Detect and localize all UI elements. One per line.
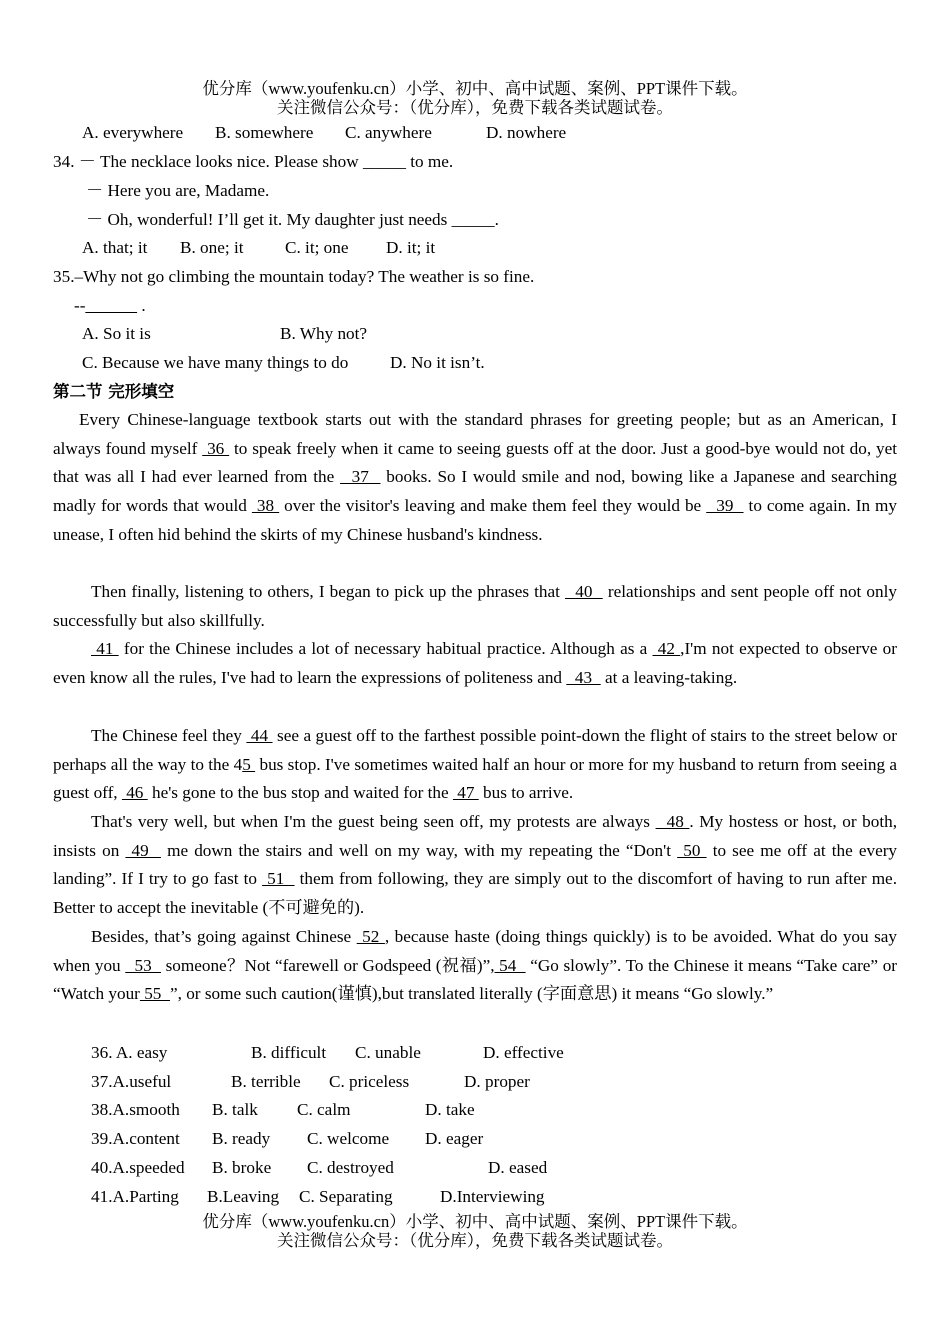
page-footer: [0, 1212, 950, 1250]
blank-52: 52: [356, 927, 385, 946]
option-36-c: C. unable: [355, 1043, 421, 1062]
p6-text: , because haste (doing things quickly) is to be avoided. What do you say when you: [53, 927, 898, 975]
q35-end: .: [137, 296, 146, 315]
option-40-c: C. destroyed: [307, 1158, 394, 1177]
blank-54: 54: [494, 955, 526, 975]
q35-option-c: C. Because we have many things to do: [82, 353, 349, 372]
option-41-a: 41.A.Parting: [91, 1187, 179, 1206]
blank-53: 53: [125, 955, 161, 975]
blank-39: 39: [706, 496, 744, 516]
p4-text: bus to arrive.: [478, 783, 574, 803]
p3-text: for the Chinese includes a lot of necessary habitual practice. Although as a: [118, 639, 653, 658]
p6-text: “Go slowly”. To the Chinese it means “Take care” or “Watch your: [53, 955, 898, 1004]
option-41-d: D.Interviewing: [440, 1187, 545, 1206]
blank-47: 47: [452, 783, 479, 803]
option-39-b: B. ready: [212, 1129, 271, 1148]
p1-text: over the visitor's leaving and make them feel they would be: [279, 496, 707, 516]
passage-paragraph-6: [53, 923, 897, 1009]
p1-text: to come again. In my unease, I often hid behind the skirts of my Chinese husband's kindness.: [53, 496, 898, 544]
option-38-a: 38.A.smooth: [91, 1100, 180, 1119]
option-36-b: B. difficult: [251, 1043, 327, 1062]
blank-41: 41: [91, 639, 119, 658]
blank-44: 44: [246, 726, 273, 745]
option-37-a: 37.A.useful: [91, 1072, 172, 1091]
p2-text: relationships and sent people off not only successfully but also skillfully.: [53, 582, 897, 630]
q33-option-c: C. anywhere: [345, 123, 432, 142]
q34-option-b: B. one; it: [180, 238, 244, 257]
blank-40: 40: [565, 582, 603, 601]
blank-43: 43: [566, 667, 601, 687]
passage-paragraph-2: [53, 578, 897, 635]
option-40-b: B. broke: [212, 1158, 272, 1177]
p2-text: Then finally, listening to others, I began to pick up the phrases that: [91, 582, 566, 601]
option-38-b: B. talk: [212, 1100, 258, 1119]
p4-text: The Chinese feel they: [91, 726, 247, 745]
q34-option-c: C. it; one: [285, 238, 349, 257]
q35-stem: 35.–Why not go climbing the mountain today? The weather is so fine.: [53, 267, 535, 286]
passage-paragraph-1: [53, 406, 897, 550]
passage-paragraph-5: [53, 808, 897, 923]
blank-42: 42: [652, 639, 681, 658]
q33-option-b: B. somewhere: [215, 123, 314, 142]
p4-text: see a guest off to the farthest possible point-down the flight of stairs to the street below or perhaps all the way to the 4: [53, 726, 897, 774]
q34-option-a: A. that; it: [82, 238, 148, 257]
q34-line-3: [86, 208, 499, 232]
p1-text: books. So I would smile and nod, bowing like a Japanese and searching madly for words that would: [53, 467, 898, 516]
p3-text: at a leaving-taking.: [600, 667, 738, 687]
blank-36: 36: [202, 438, 230, 458]
section-title: 第二节 完形填空: [53, 382, 175, 401]
q34-line-3-end: .: [494, 210, 499, 229]
blank-37: 37: [340, 467, 381, 487]
footer-line-2: 关注微信公众号：（优分库），免费下载各类试题试卷。: [277, 1231, 673, 1250]
p4-text: he's gone to the bus stop and waited for the: [147, 783, 453, 803]
blank-49: 49: [125, 840, 161, 860]
p5-text: . My hostess or host, or both, insists on: [53, 812, 898, 860]
option-39-a: 39.A.content: [91, 1129, 180, 1148]
q34-stem-end: to me.: [405, 152, 454, 171]
option-37-b: B. terrible: [231, 1072, 301, 1091]
header-line-1: 优分库（www.youfenku.cn）小学、初中、高中试题、案例、PPT课件下载。: [202, 79, 748, 98]
q34-line-3-text: － Oh, wonderful! I’ll get it. My daughter just needs: [86, 210, 452, 229]
blank-48: 48: [655, 812, 690, 831]
page-header: [0, 79, 950, 117]
q34-stem: [53, 150, 453, 174]
blank-45: 5: [242, 754, 256, 774]
p4-text: bus stop. I've sometimes waited half an hour or more for my husband to return from seeing a guest off,: [53, 754, 897, 803]
option-37-d: D. proper: [464, 1072, 530, 1091]
option-40-a: 40.A.speeded: [91, 1158, 185, 1177]
option-39-d: D. eager: [425, 1129, 484, 1148]
q35-option-b: B. Why not?: [280, 324, 368, 343]
blank-55: 55: [139, 984, 170, 1004]
option-38-d: D. take: [425, 1100, 475, 1119]
p3-text: ,I'm not expected to observe or even know all the rules, I've had to learn the expressions of politeness and: [53, 639, 897, 687]
blank-51: 51: [262, 869, 295, 889]
option-41-c: C. Separating: [299, 1187, 393, 1206]
p5-text: them from following, they are simply out to the discomfort of having to run after me. Better to accept the inevitable (不可避免的).: [53, 869, 897, 918]
p6-text: ”, or some such caution(谨慎),but translated literally (字面意思) it means “Go slowly.”: [169, 984, 774, 1004]
option-36-d: D. effective: [483, 1043, 564, 1062]
q34-line-2: － Here you are, Madame.: [86, 181, 270, 200]
p5-text: That's very well, but when I'm the guest being seen off, my protests are always: [91, 812, 656, 831]
option-39-c: C. welcome: [307, 1129, 390, 1148]
q35-blank: ______: [85, 296, 138, 315]
blank-46: 46: [121, 783, 148, 803]
p5-text: me down the stairs and well on my way, with my repeating the “Don't: [160, 840, 678, 860]
q35-answer-line: [74, 294, 146, 318]
q34-line-3-blank: _____: [451, 210, 495, 229]
p1-text: to speak freely when it came to seeing guests off at the door. Just a good-bye would not do, yet that was all I had ever learned from the: [53, 438, 898, 487]
p6-text: Besides, that’s going against Chinese: [91, 927, 357, 946]
passage-paragraph-3: [53, 635, 897, 692]
option-38-c: C. calm: [297, 1100, 351, 1119]
p6-text: someone？Not “farewell or Godspeed (祝福)”,: [160, 955, 495, 975]
p5-text: to see me off at the every landing”. If I try to go fast to: [53, 840, 898, 889]
p1-text: Every Chinese-language textbook starts out with the standard phrases for greeting people; but as an American, I always found myself: [53, 410, 897, 458]
option-41-b: B.Leaving: [207, 1187, 280, 1206]
passage-paragraph-4: [53, 722, 897, 808]
option-40-d: D. eased: [488, 1158, 548, 1177]
q34-blank: _____: [362, 152, 406, 171]
q35-option-a: A. So it is: [82, 324, 151, 343]
blank-38: 38: [251, 496, 280, 516]
blank-50: 50: [677, 840, 707, 860]
footer-line-1: 优分库（www.youfenku.cn）小学、初中、高中试题、案例、PPT课件下载。: [202, 1212, 748, 1231]
option-36-a: 36. A. easy: [91, 1043, 168, 1062]
q33-option-a: A. everywhere: [82, 123, 184, 142]
q33-option-d: D. nowhere: [486, 123, 567, 142]
q35-option-d: D. No it isn’t.: [390, 353, 485, 372]
q33-options: [82, 121, 183, 145]
option-37-c: C. priceless: [329, 1072, 410, 1091]
q35-dash: --: [74, 296, 86, 315]
q34-stem-text: 34. － The necklace looks nice. Please show: [53, 152, 363, 171]
q34-option-d: D. it; it: [386, 238, 436, 257]
header-line-2: 关注微信公众号：（优分库），免费下载各类试题试卷。: [277, 98, 673, 117]
